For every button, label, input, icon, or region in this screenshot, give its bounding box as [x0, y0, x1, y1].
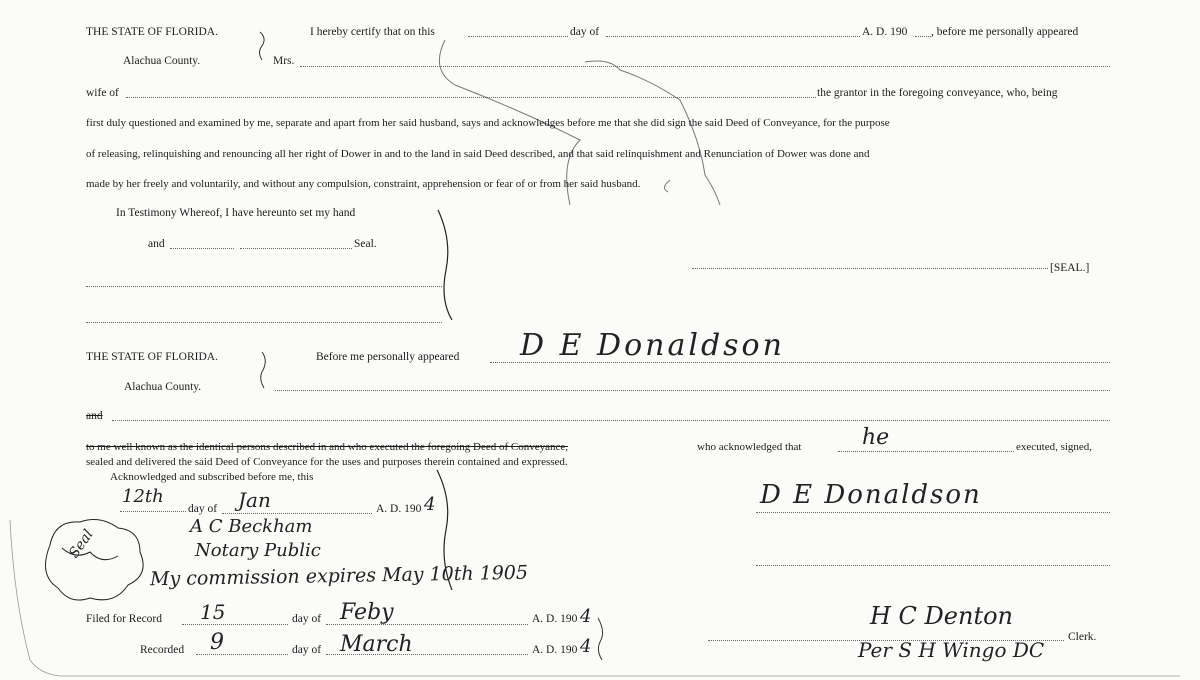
struck-known-text: to me well known as the identical persons described in and who executed the foregoing Deed of Conveyance, — [86, 441, 569, 453]
ad-text: A. D. 190 — [862, 26, 908, 38]
body-line-3: first duly questioned and examined by me, separate and apart from her said husband, says and acknowledges before me that she did sign the said Deed of Conveyance, for the purpose — [86, 117, 890, 129]
before-me-text: Before me personally appeared — [316, 351, 460, 363]
blank-filed-day — [182, 624, 288, 625]
handwritten-recorded-day: 9 — [210, 630, 224, 655]
handwritten-ack-month: Jan — [238, 488, 271, 512]
recorded-label: Recorded — [140, 644, 185, 656]
blank-year — [915, 36, 931, 37]
blank-month — [606, 36, 860, 37]
sealed-delivered-text: sealed and delivered the said Deed of Conveyance for the uses and purposes therein contained and expressed. — [86, 456, 568, 468]
blank-ack-day — [120, 511, 186, 512]
blank-and-2 — [240, 248, 352, 249]
blank-wife-of — [126, 97, 816, 98]
executed-text: executed, signed, — [1016, 441, 1093, 453]
handwritten-deputy-signature: Per S H Wingo DC — [858, 638, 1045, 662]
blank-officer-2 — [86, 322, 442, 323]
ack-ad: A. D. 190 — [376, 503, 422, 515]
handwritten-ack-day: 12th — [122, 486, 164, 507]
filed-ad: A. D. 190 — [532, 613, 578, 625]
handwritten-recorded-month: March — [340, 632, 413, 657]
mrs-label: Mrs. — [273, 55, 295, 67]
blank-appeared-2 — [275, 390, 1110, 391]
handwritten-filed-month: Feby — [340, 600, 394, 625]
day-of-text: day of — [570, 26, 600, 38]
and-struck: and — [86, 410, 103, 422]
handwritten-signature: D E Donaldson — [760, 480, 982, 510]
recorded-day-of: day of — [292, 644, 322, 656]
and-text: and — [148, 238, 165, 250]
recorded-ad: A. D. 190 — [532, 644, 578, 656]
body-line-4: of releasing, relinquishing and renouncing all her right of Dower in and to the land in said Deed described, and that said relinquishment and Renunciation of Dower was done and — [86, 148, 870, 160]
testimony-text: In Testimony Whereof, I have hereunto set my hand — [116, 207, 356, 219]
handwritten-appeared-name: D E Donaldson — [520, 328, 785, 363]
handwritten-notary-name: A C Beckham — [190, 516, 313, 537]
body-line-5: made by her freely and voluntarily, and without any compulsion, constraint, apprehension or fear of or from her said husband. — [86, 178, 641, 190]
acknowledged-subscribed-text: Acknowledged and subscribed before me, this — [110, 471, 314, 483]
handwritten-clerk-signature: H C Denton — [870, 602, 1014, 630]
blank-mrs — [300, 66, 1110, 67]
handwritten-commission: My commission expires May 10th 1905 — [149, 561, 529, 591]
certify-text: I hereby certify that on this — [310, 26, 435, 38]
blank-seal-signature — [692, 268, 1048, 269]
clerk-label: Clerk. — [1068, 631, 1097, 643]
handwritten-recorded-year-digit: 4 — [580, 636, 592, 657]
county-heading-1: Alachua County. — [123, 55, 201, 67]
blank-signature-1 — [756, 512, 1110, 513]
blank-ack-month — [222, 513, 372, 514]
blank-day — [468, 36, 568, 37]
appeared-text: , before me personally appeared — [931, 26, 1079, 38]
filed-day-of: day of — [292, 613, 322, 625]
blank-signature-2 — [756, 565, 1110, 566]
blank-pronoun — [838, 451, 1014, 452]
state-heading-2: THE STATE OF FLORIDA. — [86, 351, 218, 363]
grantor-text: the grantor in the foregoing conveyance, who, being — [817, 87, 1058, 99]
notary-seal-scribble — [46, 520, 144, 600]
acknowledged-text: who acknowledged that — [697, 441, 802, 453]
handwritten-filed-year-digit: 4 — [580, 606, 592, 627]
seal-bracket-label: [SEAL.] — [1050, 262, 1090, 274]
state-heading-1: THE STATE OF FLORIDA. — [86, 26, 218, 38]
handwritten-pronoun: he — [862, 425, 890, 450]
seal-word: Seal. — [354, 238, 377, 250]
county-heading-2: Alachua County. — [124, 381, 202, 393]
wife-of-label: wife of — [86, 87, 119, 99]
blank-and-line — [112, 420, 1110, 421]
filed-label: Filed for Record — [86, 613, 163, 625]
blank-and-1 — [170, 248, 234, 249]
handwritten-notary-title: Notary Public — [195, 540, 321, 561]
blank-officer-1 — [86, 286, 442, 287]
handwritten-ack-year-digit: 4 — [424, 494, 436, 515]
handwritten-filed-day: 15 — [200, 600, 226, 624]
handwritten-seal-label: Seal — [66, 526, 97, 562]
ack-day-of: day of — [188, 503, 218, 515]
